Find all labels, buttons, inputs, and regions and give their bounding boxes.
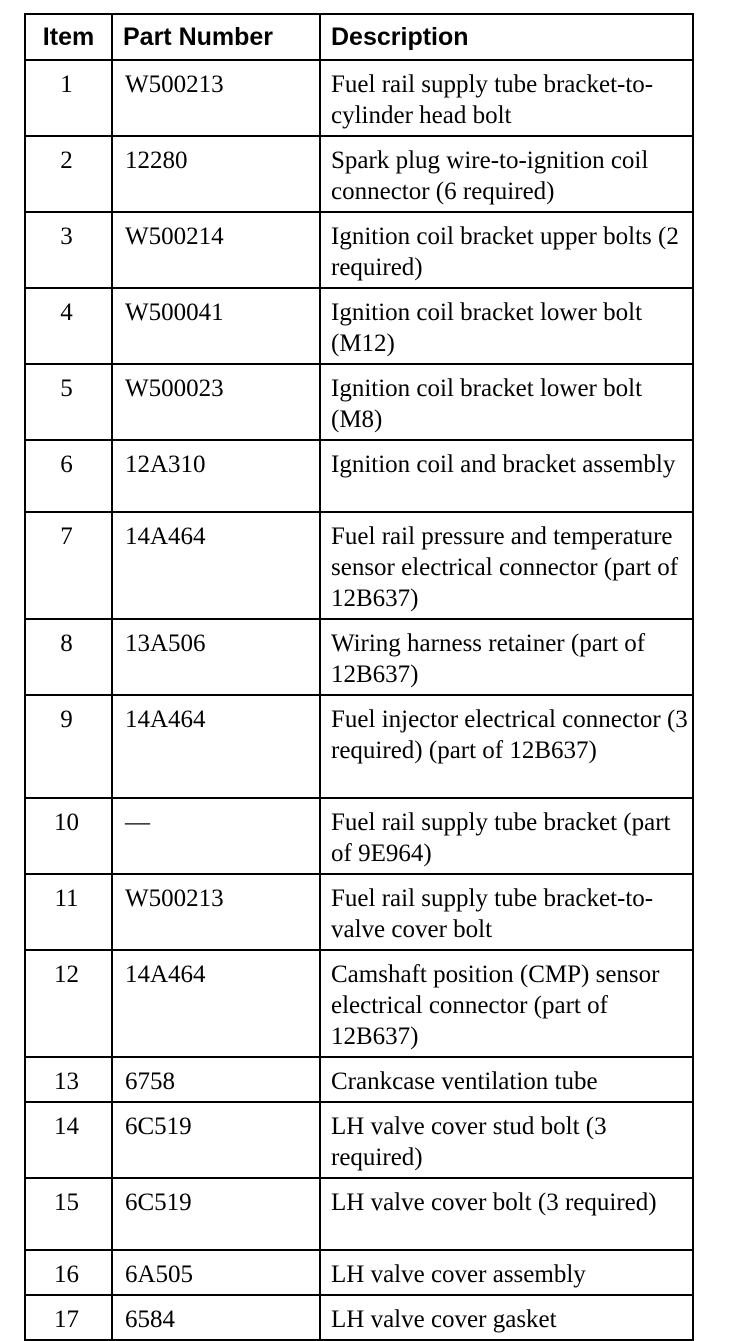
parts-table-header: [25, 14, 693, 60]
part-number-cell: 6C519: [112, 1102, 320, 1178]
item-cell: 12: [25, 950, 112, 1057]
description-cell: Fuel rail pressure and temperature sensor electrical connector (part of 12B637): [320, 512, 693, 619]
description-cell: Fuel rail supply tube bracket-to-valve cover bolt: [320, 874, 693, 950]
part-number-cell: W500214: [112, 212, 320, 288]
part-number-cell: W500213: [112, 60, 320, 136]
part-number-cell: 6C519: [112, 1178, 320, 1250]
description-cell: Ignition coil bracket upper bolts (2 required): [320, 212, 693, 288]
item-cell: 16: [25, 1250, 112, 1295]
table-row: [25, 1250, 693, 1295]
table-row: [25, 619, 693, 695]
table-row: [25, 874, 693, 950]
description-cell: Ignition coil and bracket assembly: [320, 440, 693, 512]
item-cell: 11: [25, 874, 112, 950]
item-cell: 4: [25, 288, 112, 364]
description-cell: Ignition coil bracket lower bolt (M12): [320, 288, 693, 364]
table-row: [25, 1178, 693, 1250]
description-cell: LH valve cover stud bolt (3 required): [320, 1102, 693, 1178]
item-cell: 6: [25, 440, 112, 512]
table-row: [25, 212, 693, 288]
table-row: [25, 1102, 693, 1178]
header-part-number: Part Number: [112, 14, 320, 60]
item-cell: 5: [25, 364, 112, 440]
item-cell: 8: [25, 619, 112, 695]
table-row: [25, 1057, 693, 1102]
description-cell: Wiring harness retainer (part of 12B637): [320, 619, 693, 695]
item-cell: 1: [25, 60, 112, 136]
table-row: [25, 440, 693, 512]
part-number-cell: 14A464: [112, 695, 320, 798]
item-cell: 3: [25, 212, 112, 288]
item-cell: 10: [25, 798, 112, 874]
table-row: [25, 60, 693, 136]
item-cell: 9: [25, 695, 112, 798]
header-row: [25, 14, 693, 60]
item-cell: 15: [25, 1178, 112, 1250]
table-row: [25, 288, 693, 364]
part-number-cell: 13A506: [112, 619, 320, 695]
part-number-cell: W500213: [112, 874, 320, 950]
header-description: Description: [320, 14, 693, 60]
part-number-cell: 12280: [112, 136, 320, 212]
part-number-cell: 14A464: [112, 512, 320, 619]
item-cell: 13: [25, 1057, 112, 1102]
description-cell: Camshaft position (CMP) sensor electrical connector (part of 12B637): [320, 950, 693, 1057]
description-cell: Fuel rail supply tube bracket (part of 9E964): [320, 798, 693, 874]
description-cell: Ignition coil bracket lower bolt (M8): [320, 364, 693, 440]
description-cell: Crankcase ventilation tube: [320, 1057, 693, 1102]
table-row: [25, 364, 693, 440]
description-cell: LH valve cover gasket: [320, 1295, 693, 1340]
part-number-cell: W500041: [112, 288, 320, 364]
part-number-cell: 6A505: [112, 1250, 320, 1295]
table-row: [25, 950, 693, 1057]
part-number-cell: —: [112, 798, 320, 874]
item-cell: 2: [25, 136, 112, 212]
part-number-cell: 6758: [112, 1057, 320, 1102]
table-row: [25, 695, 693, 798]
part-number-cell: W500023: [112, 364, 320, 440]
parts-table: [24, 13, 694, 1341]
table-row: [25, 136, 693, 212]
item-cell: 17: [25, 1295, 112, 1340]
item-cell: 7: [25, 512, 112, 619]
description-cell: Spark plug wire-to-ignition coil connector (6 required): [320, 136, 693, 212]
part-number-cell: 6584: [112, 1295, 320, 1340]
part-number-cell: 12A310: [112, 440, 320, 512]
description-cell: LH valve cover bolt (3 required): [320, 1178, 693, 1250]
parts-table-body: [25, 60, 693, 1340]
description-cell: LH valve cover assembly: [320, 1250, 693, 1295]
part-number-cell: 14A464: [112, 950, 320, 1057]
table-row: [25, 512, 693, 619]
description-cell: Fuel injector electrical connector (3 required) (part of 12B637): [320, 695, 693, 798]
header-item: Item: [25, 14, 112, 60]
item-cell: 14: [25, 1102, 112, 1178]
table-row: [25, 798, 693, 874]
description-cell: Fuel rail supply tube bracket-to-cylinder head bolt: [320, 60, 693, 136]
